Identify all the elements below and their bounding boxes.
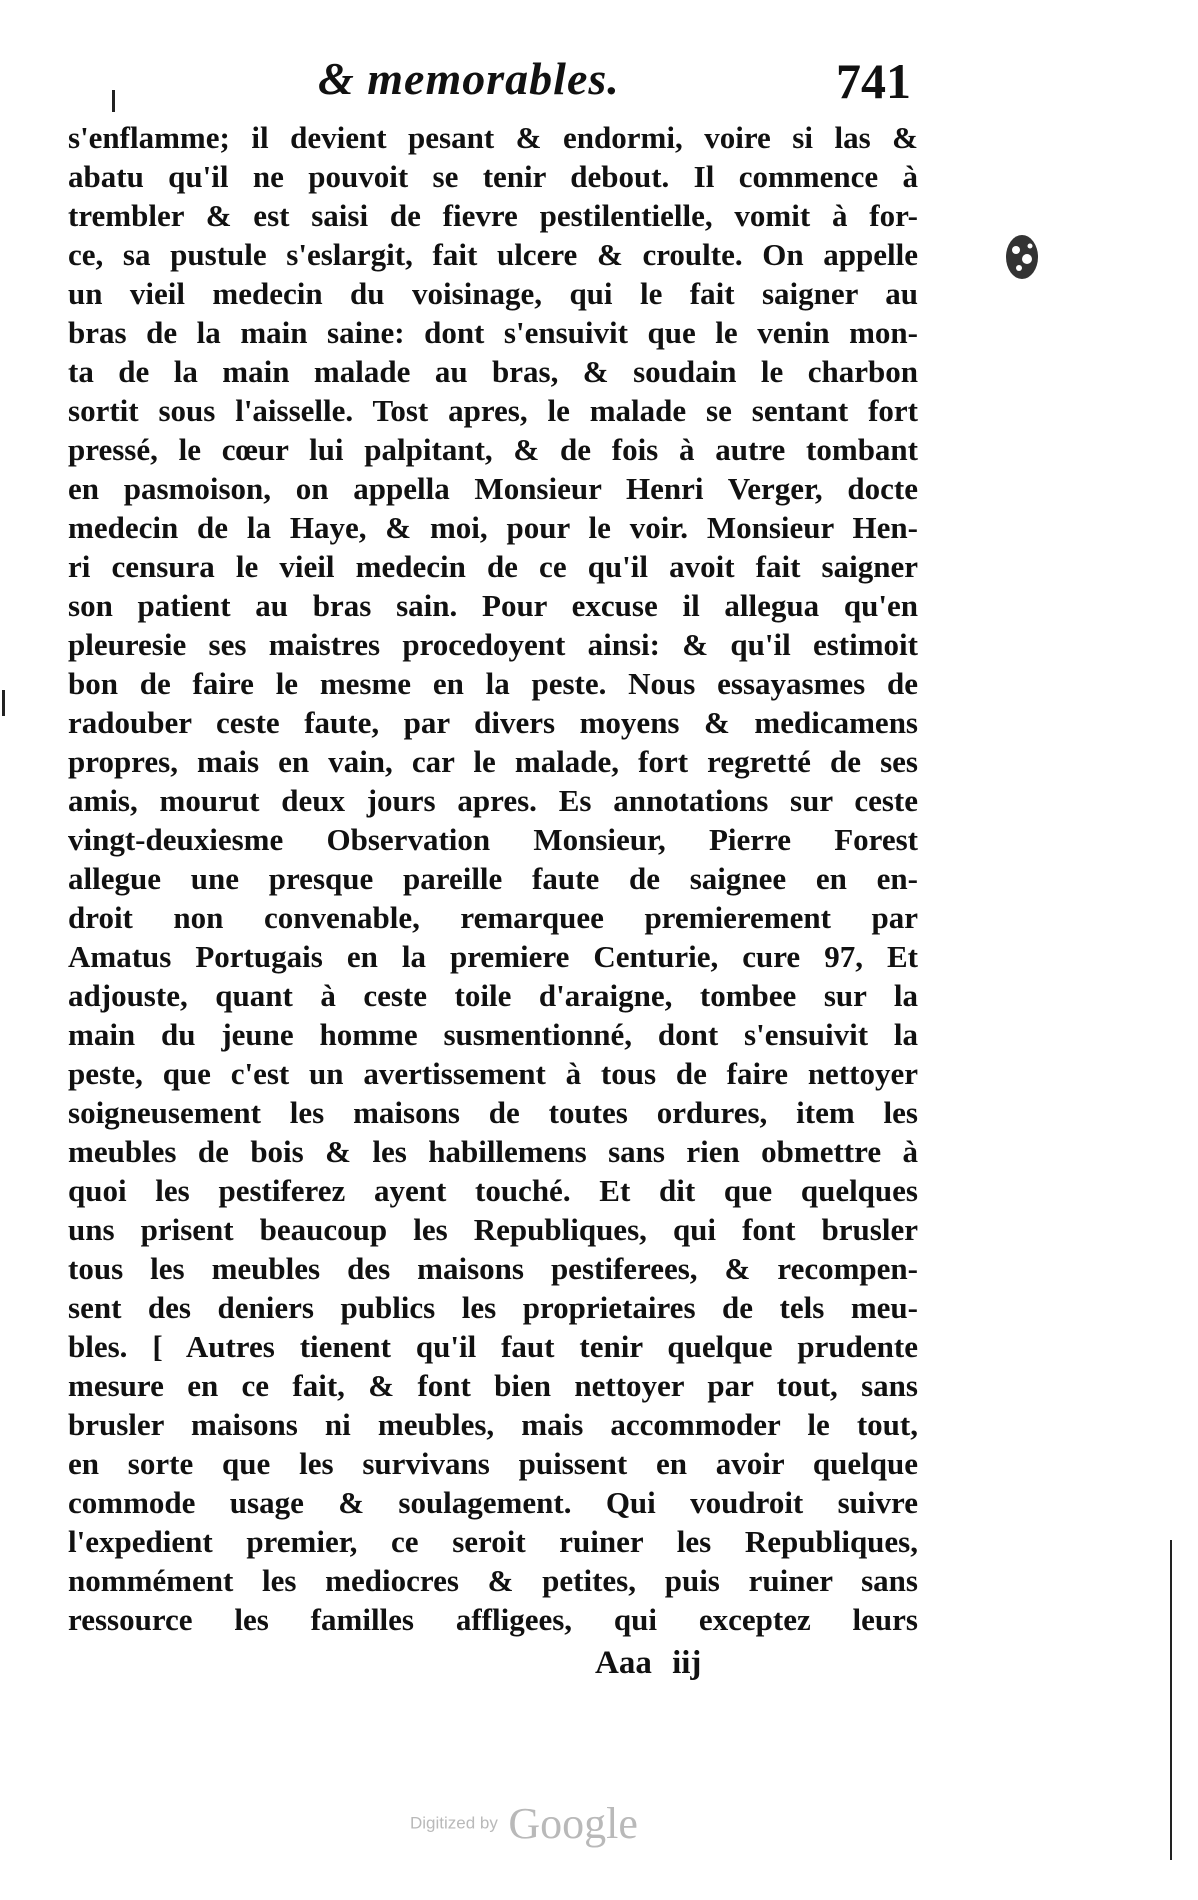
text-line: pleuresie ses maistres procedoyent ainsi: & qu'il estimoit xyxy=(68,627,918,662)
text-line: droit non convenable, remarquee premierement par xyxy=(68,900,918,935)
text-line: radouber ceste faute, par divers moyens & medicamens xyxy=(68,705,918,740)
text-line: en pasmoison, on appella Monsieur Henri Verger, docte xyxy=(68,471,918,506)
text-line: un vieil medecin du voisinage, qui le fait saigner au xyxy=(68,276,918,311)
text-line: son patient au bras sain. Pour excuse il allegua qu'en xyxy=(68,588,918,623)
text-line: sent des deniers publics les proprietaires de tels meu- xyxy=(68,1290,918,1325)
text-line: medecin de la Haye, & moi, pour le voir. Monsieur Hen- xyxy=(68,510,918,545)
watermark-prefix: Digitized by xyxy=(410,1813,498,1833)
margin-mark xyxy=(1170,1540,1172,1860)
text-line: peste, que c'est un avertissement à tous de faire nettoyer xyxy=(68,1056,918,1091)
text-line: en sorte que les survivans puissent en avoir quelque xyxy=(68,1446,918,1481)
text-line: bles. [ Autres tienent qu'il faut tenir quelque prudente xyxy=(68,1329,918,1364)
text-line: l'expedient premier, ce seroit ruiner les Republiques, xyxy=(68,1524,918,1559)
text-line: brusler maisons ni meubles, mais accommoder le tout, xyxy=(68,1407,918,1442)
text-line: ressource les familles affligees, qui exceptez leurs xyxy=(68,1602,918,1637)
text-line: mesure en ce fait, & font bien nettoyer par tout, sans xyxy=(68,1368,918,1403)
text-line: quoi les pestiferez ayent touché. Et dit que quelques xyxy=(68,1173,918,1208)
text-line: ta de la main malade au bras, & soudain le charbon xyxy=(68,354,918,389)
text-line: bon de faire le mesme en la peste. Nous essayasmes de xyxy=(68,666,918,701)
text-line: vingt-deuxiesme Observation Monsieur, Pierre Forest xyxy=(68,822,918,857)
text-line: tous les meubles des maisons pestiferees, & recompen- xyxy=(68,1251,918,1286)
text-line: amis, mourut deux jours apres. Es annotations sur ceste xyxy=(68,783,918,818)
text-line: abatu qu'il ne pouvoit se tenir debout. Il commence à xyxy=(68,159,918,194)
text-line: commode usage & soulagement. Qui voudroit suivre xyxy=(68,1485,918,1520)
text-line: meubles de bois & les habillemens sans rien obmettre à xyxy=(68,1134,918,1169)
text-line: allegue une presque pareille faute de saignee en en- xyxy=(68,861,918,896)
text-line: trembler & est saisi de fievre pestilentielle, vomit à for- xyxy=(68,198,918,233)
watermark-brand: Google xyxy=(508,1799,638,1848)
text-line: soigneusement les maisons de toutes ordures, item les xyxy=(68,1095,918,1130)
text-line: pressé, le cœur lui palpitant, & de fois à autre tombant xyxy=(68,432,918,467)
margin-mark xyxy=(2,690,5,716)
text-line: main du jeune homme susmentionné, dont s'ensuivit la xyxy=(68,1017,918,1052)
page-number: 741 xyxy=(836,53,911,109)
text-line: uns prisent beaucoup les Republiques, qui font brusler xyxy=(68,1212,918,1247)
digitized-watermark xyxy=(410,1798,638,1849)
body-text xyxy=(68,118,918,1639)
running-head: & memorables. xyxy=(318,53,620,104)
text-line: nommément les mediocres & petites, puis ruiner sans xyxy=(68,1563,918,1598)
text-line: propres, mais en vain, car le malade, fort regretté de ses xyxy=(68,744,918,779)
signature-mark: Aaa iij xyxy=(595,1645,702,1681)
text-line: s'enflamme; il devient pesant & endormi, voire si las & xyxy=(68,120,918,155)
text-line: sortit sous l'aisselle. Tost apres, le malade se sentant fort xyxy=(68,393,918,428)
text-line: ri censura le vieil medecin de ce qu'il avoit fait saigner xyxy=(68,549,918,584)
text-line: bras de la main saine: dont s'ensuivit que le venin mon- xyxy=(68,315,918,350)
text-line: adjouste, quant à ceste toile d'araigne, tombee sur la xyxy=(68,978,918,1013)
text-line: ce, sa pustule s'eslargit, fait ulcere & croulte. On appelle xyxy=(68,237,918,272)
printer-ornament-icon xyxy=(1000,228,1044,286)
text-line: Amatus Portugais en la premiere Centurie, cure 97, Et xyxy=(68,939,918,974)
margin-mark xyxy=(112,90,115,112)
